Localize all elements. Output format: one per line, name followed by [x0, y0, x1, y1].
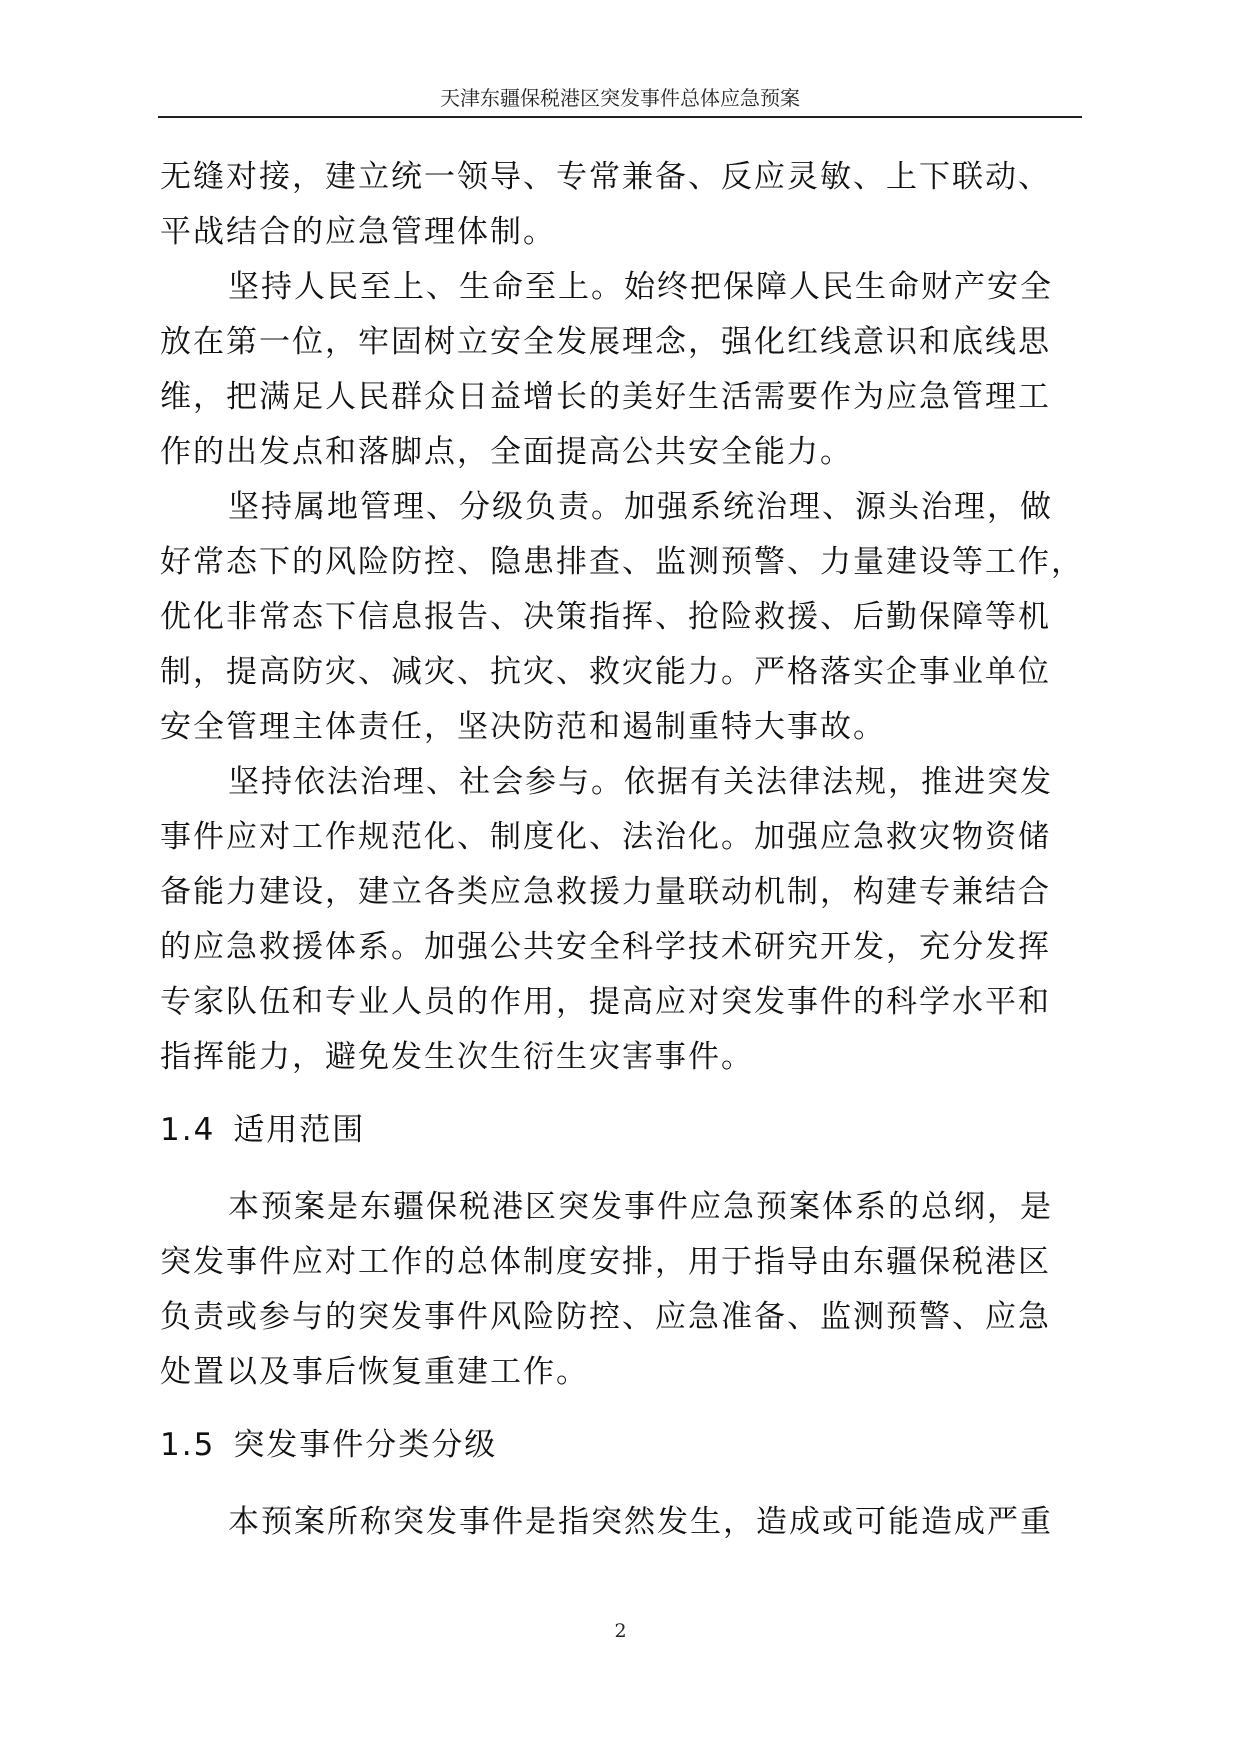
text-line: 作的出发点和落脚点，全面提高公共安全能力。 — [160, 434, 853, 470]
text-line: 本预案是东疆保税港区突发事件应急预案体系的总纲，是 — [228, 1189, 1053, 1225]
text-line: 处置以及事后恢复重建工作。 — [160, 1354, 589, 1390]
text-line: 坚持人民至上、生命至上。始终把保障人民生命财产安全 — [228, 269, 1053, 305]
text-line: 突发事件应对工作的总体制度安排，用于指导由东疆保税港区 — [160, 1244, 1051, 1280]
header-divider — [158, 116, 1082, 118]
text-line: 备能力建设，建立各类应急救援力量联动机制，构建专兼结合 — [160, 874, 1051, 910]
text-line: 负责或参与的突发事件风险防控、应急准备、监测预警、应急 — [160, 1299, 1051, 1335]
text-line: 放在第一位，牢固树立安全发展理念，强化红线意识和底线思 — [160, 324, 1051, 360]
paragraph-territorial-management — [160, 480, 1084, 755]
section-title: 适用范围 — [233, 1112, 366, 1148]
section-title: 突发事件分类分级 — [233, 1427, 498, 1463]
text-line: 优化非常态下信息报告、决策指挥、抢险救援、后勤保障等机 — [160, 599, 1051, 635]
text-line: 指挥能力，避免发生次生衍生灾害事件。 — [160, 1039, 754, 1075]
text-line: 本预案所称突发事件是指突然发生，造成或可能造成严重 — [228, 1504, 1053, 1540]
text-line: 维，把满足人民群众日益增长的美好生活需要作为应急管理工 — [160, 379, 1051, 415]
section-number: 1.5 — [160, 1427, 216, 1463]
text-line: 事件应对工作规范化、制度化、法治化。加强应急救灾物资储 — [160, 819, 1051, 855]
section-heading-1-4 — [160, 1103, 1080, 1158]
text-line: 安全管理主体责任，坚决防范和遏制重特大事故。 — [160, 709, 886, 745]
text-line: 无缝对接，建立统一领导、专常兼备、反应灵敏、上下联动、 — [160, 159, 1051, 195]
text-line: 的应急救援体系。加强公共安全科学技术研究开发，充分发挥 — [160, 929, 1051, 965]
text-line: 坚持属地管理、分级负责。加强系统治理、源头治理，做 — [228, 489, 1053, 525]
text-line: 制，提高防灾、减灾、抗灾、救灾能力。严格落实企事业单位 — [160, 654, 1051, 690]
page-number: 2 — [614, 1620, 627, 1642]
paragraph-continuation — [160, 150, 1080, 260]
text-line: 坚持依法治理、社会参与。依据有关法律法规，推进突发 — [228, 764, 1053, 800]
document-body — [160, 150, 1084, 1550]
text-line: 平战结合的应急管理体制。 — [160, 214, 556, 250]
section-heading-1-5 — [160, 1418, 1080, 1473]
paragraph-event-definition — [160, 1495, 1080, 1550]
paragraph-rule-of-law — [160, 755, 1080, 1085]
paragraph-scope — [160, 1180, 1080, 1400]
text-line: 专家队伍和专业人员的作用，提高应对突发事件的科学水平和 — [160, 984, 1051, 1020]
section-number: 1.4 — [160, 1112, 216, 1148]
page-header-title: 天津东疆保税港区突发事件总体应急预案 — [440, 86, 800, 110]
text-line: 好常态下的风险防控、隐患排查、监测预警、力量建设等工作， — [160, 544, 1084, 580]
paragraph-people-first — [160, 260, 1080, 480]
